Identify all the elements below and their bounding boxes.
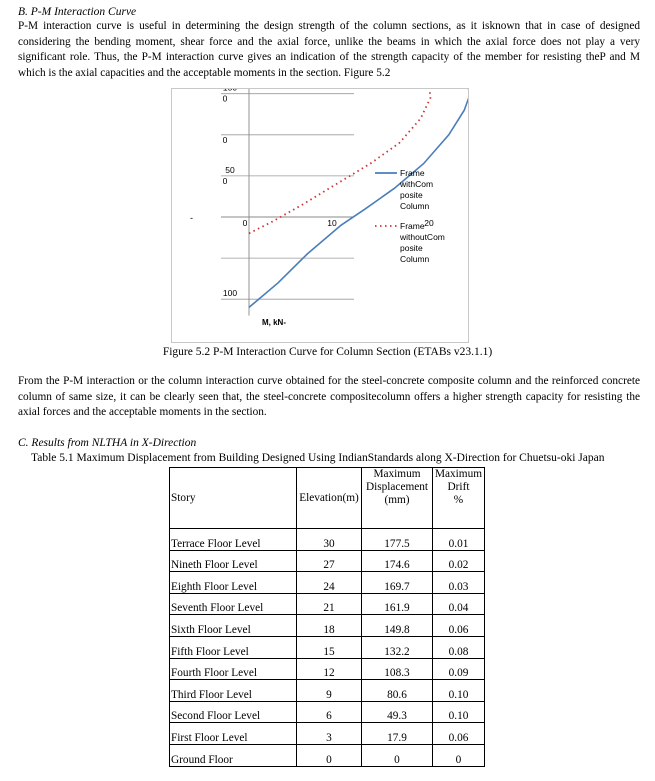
x-axis-minus-sign: -: [190, 213, 193, 223]
y-tick-label: 100: [222, 288, 238, 299]
header-displacement-line: (mm): [384, 494, 410, 506]
cell-displacement: 177.5: [362, 529, 433, 551]
header-drift-line: %: [453, 494, 464, 506]
x-tick-label: 20: [424, 218, 434, 228]
y-tick-label: 50: [225, 164, 235, 175]
header-elevation: Elevation(m): [297, 468, 362, 529]
section-b-heading: B. P-M Interaction Curve: [18, 6, 137, 18]
cell-drift: 0.10: [433, 680, 485, 702]
cell-elevation: 15: [297, 636, 362, 658]
cell-elevation: 3: [297, 723, 362, 745]
table-row: [170, 744, 485, 766]
cell-elevation: 18: [297, 615, 362, 637]
cell-drift: 0.08: [433, 636, 485, 658]
cell-drift: 0.06: [433, 615, 485, 637]
cell-story: Nineth Floor Level: [170, 550, 297, 572]
y-tick-label-sub: 0: [222, 134, 228, 145]
cell-displacement: 0: [362, 744, 433, 766]
legend-label: Frame: [400, 168, 425, 178]
header-drift: [433, 468, 485, 529]
chart-svg: [172, 89, 468, 342]
cell-story: Sixth Floor Level: [170, 615, 297, 637]
cell-elevation: 24: [297, 572, 362, 594]
section-b-paragraph: P-M interaction curve is useful in determining the design strength of the column sections, as it isknown that in case of designed considering the bending moment, shear force and the axial force, unlike the beams in which the axial force does not play a very significant role. Thus, the P-M interaction curve gives an indication of the strength capacity of the member for resisting theP and M which is the axial capacities and the acceptable moments in the section. Figure 5.2: [18, 20, 640, 79]
table-row: [170, 572, 485, 594]
results-paragraph: From the P-M interaction or the column interaction curve obtained for the steel-concrete composite column and the reinforced concrete column of same size, it can be clearly seen that, the steel-concrete compositecolumn offers a higher strength capacity for resisting the axial forces and the acceptable moments in the section.: [18, 375, 640, 419]
y-tick-label: [223, 89, 237, 93]
cell-drift: 0.01: [433, 529, 485, 551]
cell-elevation: 27: [297, 550, 362, 572]
cell-drift: 0.10: [433, 701, 485, 723]
displacement-table: [169, 467, 485, 767]
legend-label: withoutCom: [400, 232, 445, 242]
cell-displacement: 169.7: [362, 572, 433, 594]
table-row: [170, 680, 485, 702]
cell-drift: 0.04: [433, 593, 485, 615]
series-noncomposite-line: [249, 89, 430, 233]
cell-displacement: 49.3: [362, 701, 433, 723]
cell-story: Second Floor Level: [170, 701, 297, 723]
cell-elevation: 12: [297, 658, 362, 680]
pm-interaction-chart: [171, 88, 469, 343]
cell-elevation: 9: [297, 680, 362, 702]
legend-label: Column: [400, 201, 430, 211]
cell-story: Ground Floor: [170, 744, 297, 766]
y-tick-label-sub: 0: [222, 175, 228, 186]
cell-drift: 0.06: [433, 723, 485, 745]
cell-displacement: 161.9: [362, 593, 433, 615]
cell-story: Eighth Floor Level: [170, 572, 297, 594]
header-displacement-line: Displacement: [365, 481, 429, 493]
cell-story: Fifth Floor Level: [170, 636, 297, 658]
x-tick-label: 0: [242, 218, 248, 228]
cell-elevation: 30: [297, 529, 362, 551]
cell-drift: 0.09: [433, 658, 485, 680]
cell-displacement: 17.9: [362, 723, 433, 745]
header-displacement-line: Maximum: [373, 468, 421, 480]
table-header-row: [170, 468, 485, 529]
cell-drift: 0.02: [433, 550, 485, 572]
table-caption: Table 5.1 Maximum Displacement from Building Designed Using IndianStandards along X-Direction for Chuetsu-oki Japan: [31, 452, 605, 464]
legend-label: Column: [400, 254, 430, 264]
section-c-heading: C. Results from NLTHA in X-Direction: [18, 437, 197, 449]
y-tick-label-sub: 0: [222, 93, 228, 104]
header-drift-line: Maximum: [434, 468, 483, 480]
table-row: [170, 529, 485, 551]
cell-displacement: 149.8: [362, 615, 433, 637]
cell-displacement: 80.6: [362, 680, 433, 702]
table-row: [170, 636, 485, 658]
table-row: [170, 701, 485, 723]
cell-elevation: 21: [297, 593, 362, 615]
table-row: [170, 593, 485, 615]
cell-drift: 0.03: [433, 572, 485, 594]
table-row: [170, 615, 485, 637]
cell-story: Fourth Floor Level: [170, 658, 297, 680]
cell-displacement: 132.2: [362, 636, 433, 658]
cell-story: Third Floor Level: [170, 680, 297, 702]
x-tick-label: 10: [327, 218, 337, 228]
header-drift-line: Drift: [447, 481, 470, 493]
cell-displacement: 174.6: [362, 550, 433, 572]
legend-label: posite: [400, 190, 423, 200]
cell-displacement: 108.3: [362, 658, 433, 680]
x-axis-label: M, kN-: [262, 318, 286, 327]
table-row: [170, 723, 485, 745]
series-composite-line: [249, 89, 468, 307]
legend-label: Frame: [400, 221, 425, 231]
cell-story: Seventh Floor Level: [170, 593, 297, 615]
header-story: Story: [170, 468, 297, 529]
cell-drift: 0: [433, 744, 485, 766]
table-row: [170, 550, 485, 572]
header-displacement: [362, 468, 433, 529]
cell-elevation: 0: [297, 744, 362, 766]
table-row: [170, 658, 485, 680]
legend-label: withCom: [400, 179, 434, 189]
cell-story: Terrace Floor Level: [170, 529, 297, 551]
cell-story: First Floor Level: [170, 723, 297, 745]
figure-caption: Figure 5.2 P-M Interaction Curve for Column Section (ETABs v23.1.1): [162, 346, 493, 358]
cell-elevation: 6: [297, 701, 362, 723]
legend-label: posite: [400, 243, 423, 253]
